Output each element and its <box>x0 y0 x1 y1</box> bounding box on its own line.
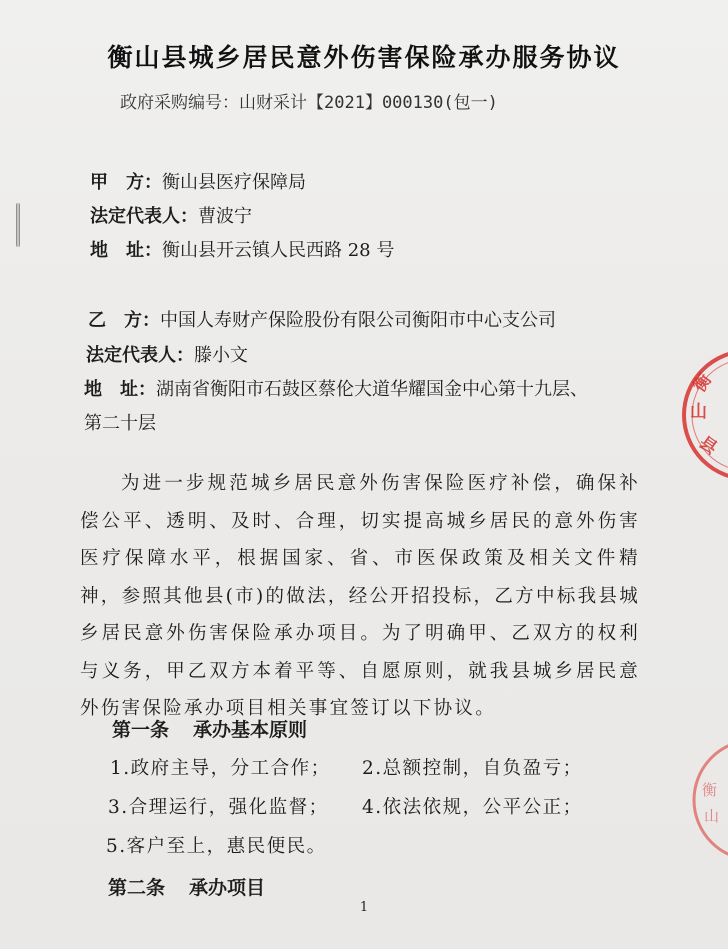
party-b-rep-value: 滕小文 <box>194 345 248 366</box>
svg-text:县: 县 <box>695 432 721 459</box>
article-2-title: 承办项目 <box>189 877 266 899</box>
article-1-number: 第一条 <box>112 719 170 741</box>
principle-item: 5.客户至上，惠民便民。 <box>106 836 327 857</box>
party-a-representative <box>90 202 252 228</box>
party-a-name-value: 衡山县医疗保障局 <box>162 172 306 193</box>
intro-paragraph: 为进一步规范城乡居民意外伤害保险医疗补偿，确保补偿公平、透明、及时、合理，切实提高城乡居民的意外伤害医疗保障水平，根据国家、省、市医保政策及相关文件精神，参照其他县(市)的做法，经公开招投标，乙方中标我县城乡居民意外伤害保险承办项目。为了明确甲、乙双方的权利与义务，甲乙双方本着平等、自愿原则，就我县城乡居民意外伤害保险承办项目相关事宜签订以下协议。 <box>80 473 640 719</box>
party-a-rep-label: 法定代表人： <box>90 206 198 227</box>
party-a-addr-label: 地 址： <box>90 240 162 261</box>
party-a-address <box>90 236 394 262</box>
principle-item: 1.政府主导，分工合作； <box>110 758 331 779</box>
party-a-name <box>90 168 306 194</box>
procurement-number: 政府采购编号：山财采计【2021】000130(包一) <box>120 93 498 113</box>
party-b-rep-label: 法定代表人： <box>86 345 194 366</box>
binder-clip <box>16 203 20 247</box>
party-b-address <box>84 375 588 401</box>
official-seal-lower <box>688 735 728 865</box>
svg-text:衡: 衡 <box>702 781 718 799</box>
article-2-heading <box>108 873 265 900</box>
party-b-name-label: 乙 方： <box>88 310 160 331</box>
page-number: 1 <box>359 900 369 915</box>
party-b-name <box>88 306 556 332</box>
party-b-address-continued: 第二十层 <box>84 413 156 434</box>
article-1-title: 承办基本原则 <box>193 719 308 741</box>
svg-text:山: 山 <box>690 402 707 422</box>
svg-text:山: 山 <box>704 807 720 825</box>
principle-item: 3.合理运行，强化监督； <box>108 797 329 818</box>
party-a-addr-value: 衡山县开云镇人民西路 28 号 <box>162 240 395 261</box>
document-title: 衡山县城乡居民意外伤害保险承办服务协议 <box>107 43 621 72</box>
party-a-rep-value: 曹波宁 <box>198 206 252 227</box>
party-b-name-value: 中国人寿财产保险股份有限公司衡阳市中心支公司 <box>160 310 556 331</box>
party-b-addr-value: 湖南省衡阳市石鼓区蔡伦大道华耀国金中心第十九层、 <box>156 379 588 400</box>
party-a-name-label: 甲 方： <box>90 172 162 193</box>
article-1-heading <box>112 715 307 742</box>
official-seal-upper <box>676 345 728 485</box>
party-b-addr-label: 地 址： <box>84 379 156 400</box>
svg-text:衡: 衡 <box>689 370 716 396</box>
principle-item: 4.依法依规，公平公正； <box>362 797 583 818</box>
principle-item: 2.总额控制，自负盈亏； <box>362 758 583 779</box>
article-2-number: 第二条 <box>108 877 166 899</box>
party-b-representative <box>86 341 248 367</box>
